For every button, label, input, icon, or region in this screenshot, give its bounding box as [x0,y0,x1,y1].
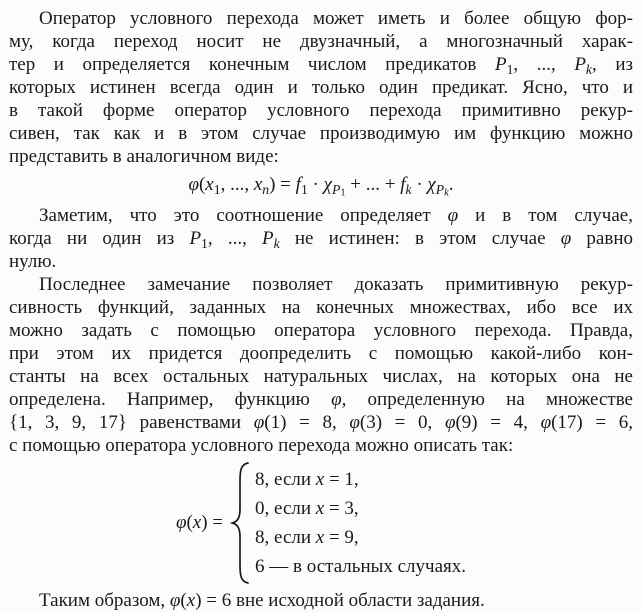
text-run: когда ни один из [9,228,190,249]
text-line [9,273,633,296]
text-run: (9) = 4, [455,412,541,433]
text-line [9,589,633,612]
math-symbol: x [315,498,325,519]
text-line [9,250,633,273]
math-symbol: x [205,174,214,195]
text-run: (3) = 0, [359,412,445,433]
math-symbol: n [262,181,270,197]
case-line [255,523,466,552]
text-run: 0, если [255,498,316,519]
math-symbol: P [494,54,507,75]
text-run: ) = [201,512,224,533]
text-line [9,7,633,30]
math-symbol: P [262,228,274,249]
text-run: , ..., [513,54,575,75]
text-run: (1) = 8, [264,412,350,433]
text-run: , ..., [207,228,263,249]
text-run: с помощью оператора условного перехода можно описать так: [9,435,514,456]
text-run: станты на всех остальных натуральных числах, на которых она не [9,366,633,387]
document-content [9,7,633,612]
math-symbol: φ [447,205,459,226]
math-symbol: 1 [201,235,208,250]
math-symbol: P [435,181,445,197]
piecewise-lhs [176,512,223,534]
text-run: (17) = 6, [551,412,633,433]
math-symbol: φ [253,412,265,433]
case-line [255,494,466,523]
text-run: = 9, [324,527,359,548]
text-run: представить в аналогичном виде: [9,146,279,167]
text-line [9,227,633,250]
math-symbol: φ [169,590,181,611]
math-symbol: x [192,512,202,533]
math-symbol: φ [444,412,456,433]
math-symbol: φ [540,412,552,433]
text-run: которых истинен всегда один и только один предикат. Ясно, что и [9,77,633,98]
math-symbol: f [400,174,406,195]
text-run: ( [180,590,187,611]
text-run: можно задать с помощью оператора условного перехода. Правда, [9,320,633,341]
text-run: ( [186,512,193,533]
math-symbol: P [189,228,202,249]
text-run: Таким образом, [39,590,170,611]
text-run: при этом их придется доопределить с помощью какой-либо кон- [9,343,633,364]
text-run: = 3, [324,498,359,519]
math-symbol: 1 [506,61,514,76]
text-line [9,342,633,365]
text-run: 6 — в остальных случаях. [255,556,467,577]
math-symbol: 1 [213,181,221,197]
text-run: в такой форме оператор условного перехода примитивно рекур- [9,100,633,121]
case-line [255,552,466,581]
text-run: Заметим, что это соотношение определяет [39,205,448,226]
text-run: , ..., [220,174,254,195]
curly-brace-icon [230,461,250,585]
paragraph-finite-sets [9,273,633,457]
text-run: нулю. [9,251,57,272]
text-run: не истинен: в этом случае [279,228,561,249]
math-symbol: χ [323,174,332,195]
math-symbol: x [186,590,196,611]
math-symbol: φ [560,228,572,249]
math-symbol: P [331,181,341,197]
text-line [9,365,633,388]
text-run: сивен, так как и в этом случае производимую им функцию можно [9,123,633,144]
display-formula-chi-sum [9,173,633,197]
text-run: сивность функций, заданных на конечных множествах, ибо все их [9,297,633,318]
text-line [9,30,633,53]
text-line [9,145,633,168]
text-line [9,53,633,76]
text-run: · [411,174,428,195]
text-run: Оператор условного перехода может иметь и более общую фор- [39,8,633,29]
text-run: + ... + [345,174,401,195]
text-line [9,411,633,434]
text-run: ( [198,174,206,195]
math-symbol: χ [427,174,436,195]
text-run: · [307,174,324,195]
text-line [9,388,633,411]
text-run: , определенную на множестве [341,389,633,410]
text-run: {1, 3, 9, 17} равенствами [9,412,254,433]
paragraph-conclusion [9,589,633,612]
math-symbol: x [315,469,325,490]
math-symbol: 1 [340,187,346,199]
text-run: ) = 6 вне исходной области задания. [195,590,485,611]
text-run: му, когда переход носит не двузначный, а многозначный харак- [9,31,633,52]
piecewise-definition [9,461,633,585]
text-run: и в том случае, [458,205,633,226]
text-run: 8, если [255,527,316,548]
math-symbol: P [574,54,586,75]
text-run: 8, если [255,469,316,490]
math-symbol: φ [349,412,360,433]
text-line [9,204,633,227]
math-symbol: k [585,61,592,76]
math-symbol: φ [331,389,342,410]
paragraph-intro [9,7,633,168]
text-run: тер и определяется конечным числом предикатов [9,54,495,75]
piecewise-cases-column [255,465,466,581]
math-symbol: f [295,174,301,195]
math-symbol: 1 [300,181,308,197]
case-line [255,465,466,494]
text-line [9,296,633,319]
math-symbol: φ [175,512,187,533]
text-line [9,434,633,457]
paragraph-remark [9,204,633,273]
text-line [9,76,633,99]
text-line [9,319,633,342]
math-symbol: φ [188,174,199,195]
text-run: ) = [269,174,296,195]
math-symbol: k [405,181,412,197]
math-symbol: k [444,187,449,199]
text-run: равно [571,228,633,249]
math-symbol: k [273,235,280,250]
text-run: . [448,174,454,195]
text-run: определена. Например, функцию [9,389,332,410]
text-line [9,122,633,145]
text-run: Последнее замечание позволяет доказать примитивную рекур- [39,274,633,295]
text-run: = 1, [324,469,359,490]
text-line [9,99,633,122]
text-run: , из [592,54,633,75]
math-symbol: x [253,174,263,195]
math-symbol: x [315,527,325,548]
